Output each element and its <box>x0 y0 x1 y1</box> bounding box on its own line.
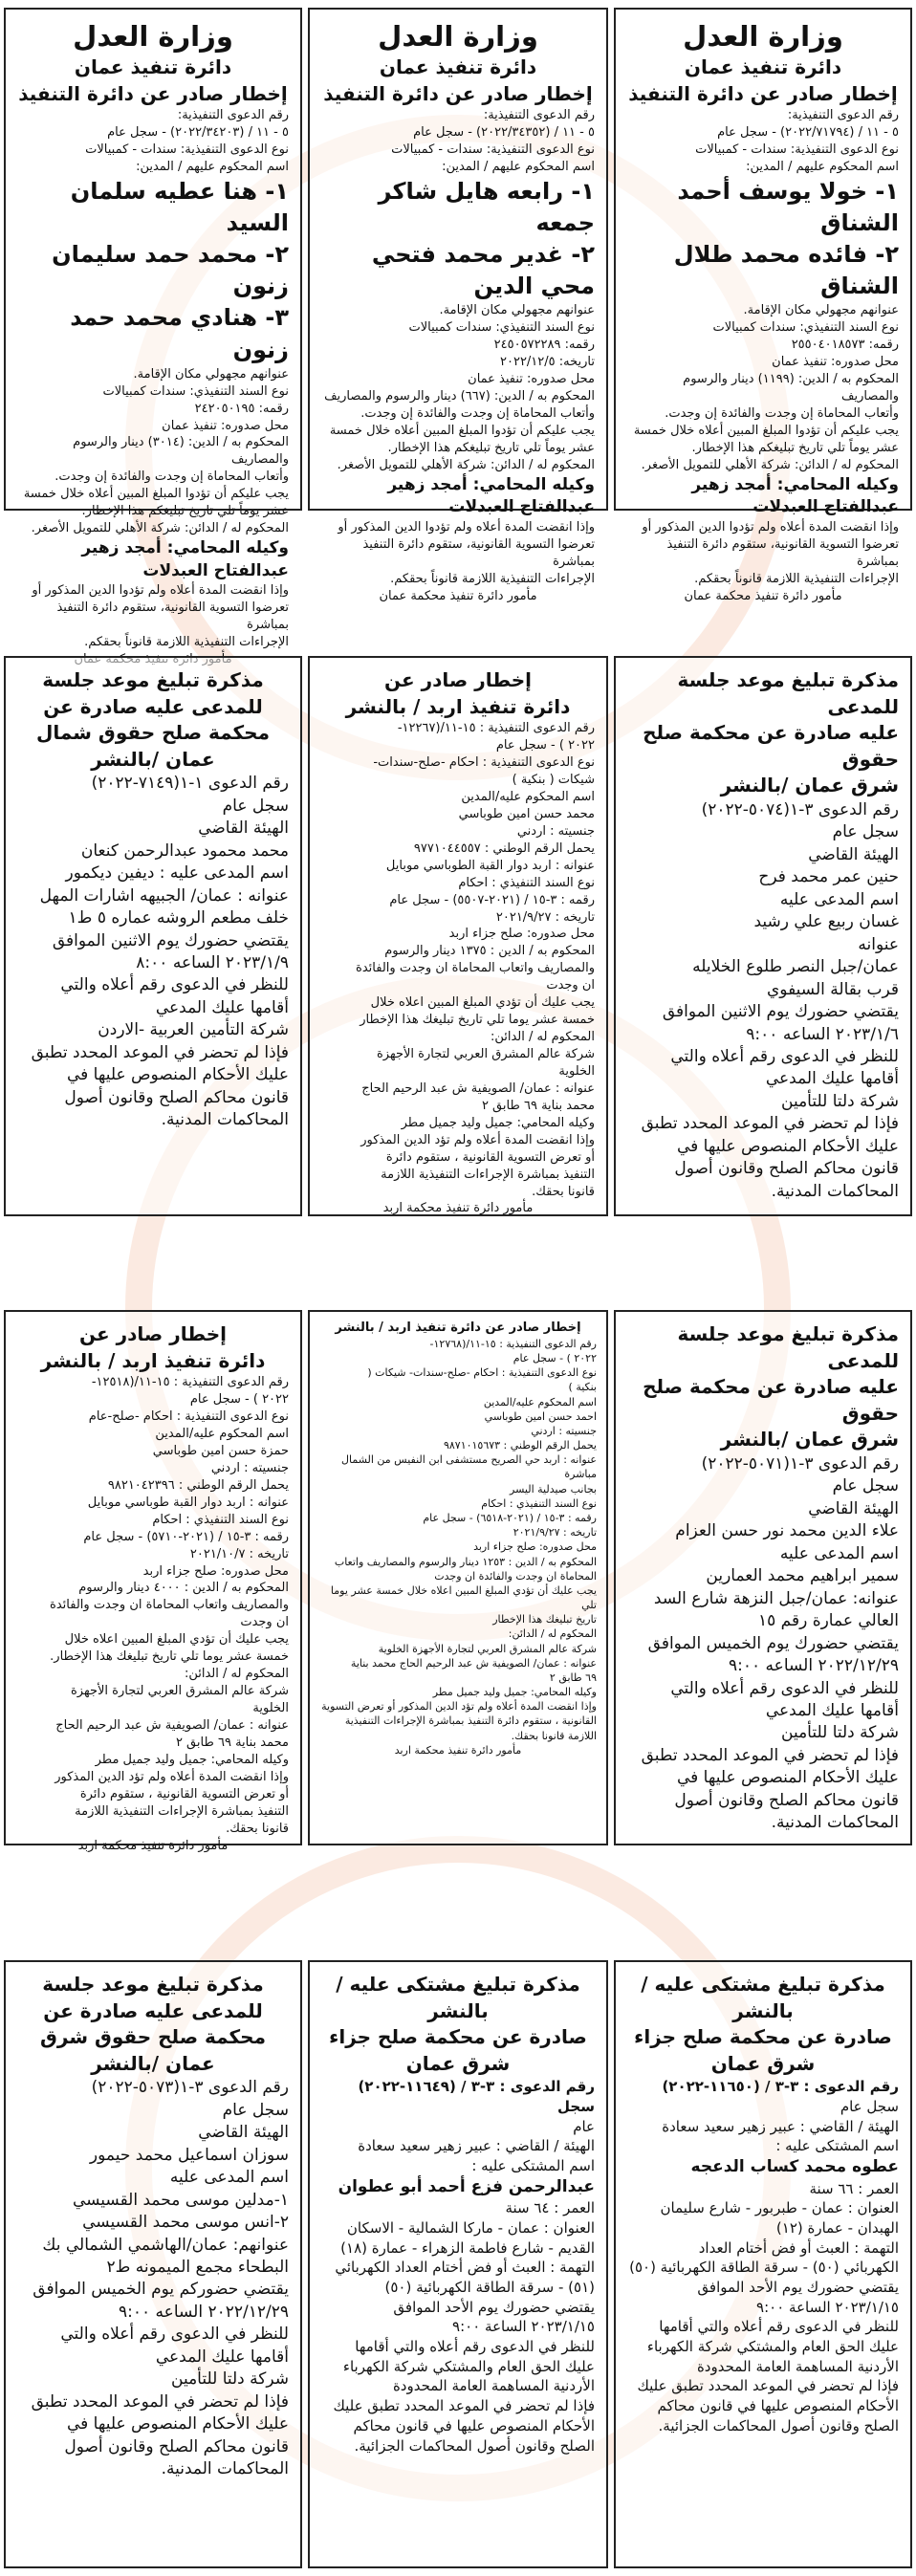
plaintiff-name: شركة دلتا للتأمين <box>781 1091 899 1111</box>
notice-line: رقمه : ٣-١٥ / (٢٠٢١-٥٧١٠) - سجل عام <box>83 1529 289 1544</box>
notice-title: للمدعى عليه صادرة عن <box>43 694 263 718</box>
notice-line: قانون محاكم الصلح وقانون أصول <box>674 1159 899 1179</box>
notice-title: مذكرة تبليغ مشتكى عليه / <box>641 1973 885 1996</box>
notice-line: الأردنية المساهمة العامة المحدودة <box>696 2357 899 2375</box>
notice-line: وإذا انقضت المدة أعلاه ولم تؤدوا الدين المذكور أو <box>32 582 289 598</box>
notice-line: محل صدوره: صلح جزاء اربد <box>142 1563 289 1579</box>
notice-line: اسم المحكوم عليهم / المدين: <box>746 160 899 175</box>
notice-title: بالنشر <box>427 1998 489 2022</box>
notice-line: محمد بناية ٦٩ طابق ٢ <box>175 1735 289 1750</box>
notice-line: يجب عليكم أن تؤدوا المبلغ المبين أعلاه خلال خمسة <box>23 487 289 502</box>
case-number: رقم الدعوى التنفيذية : ١٥-١١/(١٢٢٦٧- <box>397 721 595 736</box>
notice-title: مذكرة تبليغ موعد جلسة <box>42 1973 264 1996</box>
notice-title: عمان /بالنشر <box>91 747 215 771</box>
notice-title: شرق عمان /بالنشر <box>720 774 899 797</box>
notice-line: الهيئة القاضي <box>198 2123 289 2143</box>
notice-line: تاريخه : ٢٠٢١/٩/٢٧ <box>495 909 595 925</box>
notice-line: للنظر في الدعوى رقم أعلاه والتي <box>670 1678 899 1698</box>
debtor-name: ١- رابعه هايل شاكر جمعه <box>378 178 595 237</box>
lawyer-name: وكيله المحامي: جميل وليد جميل مطر <box>95 1752 289 1767</box>
notice-line: فإذا لم تحضر في الموعد المحدد تطبق عليك <box>637 2377 899 2395</box>
notice-title: مذكرة تبليغ موعد جلسة للمدعى <box>677 1322 899 1372</box>
debtor-name: ٣- هنادي محمد حمد زنون <box>70 304 289 363</box>
notice-line: أو تعرض التسوية القانونية ، ستقوم دائرة <box>385 1149 595 1165</box>
address: البطحاء مجمع الميمونه ط٢ <box>106 2258 289 2277</box>
judge-name: علاء الدين محمد نور حسن العزام <box>675 1521 899 1541</box>
notice-line: قانون محاكم الصلح وقانون أصول <box>674 1790 899 1810</box>
notice-line: تاريخه : ٢٠٢١/٩/٢٧ <box>513 1526 597 1539</box>
defendant-name: سمير ابراهيم محمد العمارين <box>706 1566 899 1586</box>
notice-line: قانون محاكم الصلح وقانون أصول <box>64 2436 289 2456</box>
debtor-name: حمزة حسن امين طوباسي <box>152 1443 289 1458</box>
execution-notice-irbid-3 <box>4 1310 302 1853</box>
hearing-date: ٢٠٢٣/١/١٥ الساعة ٩:٠٠ <box>452 2318 595 2336</box>
notice-line: الإجراءات التنفيذية اللازمة قانوناً بحقكم. <box>390 571 595 586</box>
notice-line: خمسة عشر يوما تلي تاريخ تبليغك هذا الإخطار <box>360 1013 595 1028</box>
notice-line: فإذا لم تحضر في الموعد المحدد تطبق <box>641 1114 899 1134</box>
notice-line: التهمة : العبث أو فض أختام العداد <box>698 2238 899 2257</box>
notice-line: فإذا لم تحضر في الموعد المحدد تطبق <box>641 1745 899 1765</box>
notice-line: نوع الدعوى التنفيذية : احكام -صلح-سندات- <box>373 755 595 771</box>
address: عنوانه : عمان/ الجبيهه اشارات المهل <box>39 885 289 906</box>
notice-line: الهيئة القاضي <box>198 819 289 839</box>
notice-line: عليك الأحكام المنصوص عليها في <box>676 1768 899 1788</box>
notice-line: ٥ - ١١ / (٢٠٢٢/٧١٧٩٤) - سجل عام <box>717 125 899 141</box>
notice-line: يجب عليكم أن تؤدوا المبلغ المبين أعلاه خلال خمسة <box>329 424 595 439</box>
notice-line: اللازمة قانونا بحقك. <box>511 1729 597 1742</box>
notice-line: المحاكمات المدنية. <box>161 1110 289 1130</box>
notice-line: اسم المحكوم عليه/المدين <box>461 789 595 804</box>
notice-line: الصلح وقانون أصول المحاكمات الجزائية. <box>658 2416 899 2434</box>
defendant-name: عبدالرحمن فزع أحمد أبو عطوان <box>338 2176 595 2196</box>
notice-title: شرق عمان <box>405 2051 511 2075</box>
notice-line: التنفيذ بمباشرة الإجراءات التنفيذية اللازمة <box>381 1167 595 1182</box>
notice-line: اسم المحكوم عليهم / المدين: <box>442 160 595 175</box>
address: الهبدان - عمارة (١٢) <box>775 2218 899 2237</box>
notice-line: نوع الدعوى التنفيذية: سندات - كمبيالات <box>85 142 289 158</box>
notice-line: الإجراءات التنفيذية اللازمة قانوناً بحقكم. <box>84 634 289 649</box>
hearing-notice-east-amman-3 <box>4 1960 302 2568</box>
notice-line: المحكوم له / الدائن: شركة الأهلي للتمويل الأصغر. <box>31 521 289 536</box>
notice-line: أقامها عليك المدعي <box>765 1069 899 1089</box>
address: العالي عمارة رقم ١٥ <box>757 1611 899 1631</box>
notice-line: جنسيته : اردني <box>210 1460 289 1475</box>
notice-line: عنوانه <box>858 934 899 954</box>
debtor-name: احمد حسن امين طوباسي <box>484 1409 597 1423</box>
defendant-name: عطوه محمد كساب الدعجه <box>690 2157 899 2177</box>
hearing-notice-east-amman-2 <box>614 1310 912 1845</box>
notice-line: بنكية ) <box>568 1381 597 1394</box>
notice-line: وإذا انقضت المدة أعلاه ولم تؤد الدين المذكور <box>360 1132 595 1147</box>
notice-line: بجانب صيدلية اليسر <box>510 1482 597 1495</box>
notice-line: عنوانه : عمان/ الصويفية ش عبد الرحيم الحاج <box>361 1081 595 1096</box>
notice-line: ٥ - ١١ / (٢٠٢٢/٣٤٣٥٢) - سجل عام <box>413 125 595 141</box>
judge-name: الهيئة / القاضي : عبير زهير سعيد سعادة <box>662 2117 899 2135</box>
notice-line: ٢٠٢٢ ) - سجل عام <box>189 1392 289 1408</box>
notice-line: أو تعرض التسوية القانونية ، ستقوم دائرة <box>79 1786 289 1801</box>
notice-line: محل صدوره: صلح جزاء اربد <box>473 1540 597 1554</box>
notice-line: المحكوم له / الدائن: شركة الأهلي للتمويل الأصغر. <box>641 457 899 472</box>
notice-line: سجل عام <box>832 822 899 842</box>
notice-title: إخطار صادر عن دائرة تنفيذ اربد / بالنشر <box>335 1321 581 1335</box>
debtor-name: ٢- محمد حمد سليمان زنون <box>52 241 289 300</box>
notice-line: أقامها عليك المدعي <box>155 997 289 1017</box>
notice-title: إخطار صادر عن <box>384 668 532 691</box>
notice-line: للنظر في الدعوى رقم أعلاه والتي أقامها <box>659 2318 899 2336</box>
address: عنوانهم: عمان/الهاشمي الشمالي بك <box>42 2235 289 2255</box>
notice-title: دائرة تنفيذ اربد / بالنشر <box>345 694 571 718</box>
notice-line: ان وجدت <box>240 1615 289 1630</box>
notice-line: نوع السند التنفيذي : احكام <box>152 1512 289 1527</box>
debtor-name: ١- خولا يوسف أحمد الشناق <box>677 178 899 237</box>
notice-line: الخلوية <box>558 1063 595 1079</box>
notice-line: للنظر في الدعوى رقم أعلاه والتي <box>60 975 289 995</box>
notice-title: عليه صادرة عن محكمة صلح حقوق <box>643 1375 899 1425</box>
notice-line: يجب عليك أن تؤدي المبلغ المبين اعلاه خلال خمسة عشر يوما تلي <box>330 1583 597 1612</box>
notice-line: وإذا انقضت المدة أعلاه ولم تؤد الدين المذكور <box>55 1769 289 1784</box>
notice-ministry: وزارة العدل <box>378 20 538 53</box>
execution-notice-amman-2 <box>308 8 608 603</box>
notice-line: وإذا انقضت المدة أعلاه ولم تؤد الدين المذكور أو تعرض التسوية <box>321 1700 597 1714</box>
execution-notice-amman-3 <box>4 8 302 649</box>
notice-line: عنوانه : اربد حي الصريح مستشفى ابن النفيس من الشمال مباشرة <box>341 1453 597 1481</box>
notice-line: نوع الدعوى التنفيذية: سندات - كمبيالات <box>695 142 899 158</box>
notice-line: الأحكام المنصوص عليها في قانون محاكم <box>657 2397 899 2415</box>
defendant-name: ١-مدلين موسى محمد القسيسي <box>72 2190 289 2210</box>
notice-title: شرق عمان <box>710 2051 816 2075</box>
notice-line: اسم المدعى عليه <box>779 889 899 909</box>
notice-line: أقامها عليك المدعي <box>765 1700 899 1720</box>
judge-name: حنين عمر محمد فرح <box>758 867 899 887</box>
notice-title: مذكرة تبليغ موعد جلسة <box>42 668 264 691</box>
notice-line: يحمل الرقم الوطني : ٩٧٧١٠٤٤٥٥٧ <box>413 840 595 856</box>
notice-line: المحكوم به / الدين: (٣٠١٤) دينار والرسوم والمصاريف <box>73 435 289 468</box>
judge-name: الهيئة / القاضي : عبير زهير سعيد سعادة <box>358 2137 595 2155</box>
notice-line: الهيئة القاضي <box>808 1498 899 1518</box>
execution-notice-amman-1 <box>614 8 912 603</box>
notice-signature: مأمور دائرة تنفيذ محكمة اربد <box>394 1743 522 1757</box>
notice-line: (٥١) - سرقة الطاقة الكهربائية (٥٠) <box>384 2279 595 2297</box>
notice-line: وأتعاب المحاماة إن وجدت والفائدة إن وجدت. <box>360 406 595 422</box>
lawyer-name: وكيله المحامي: أمجد زهير عبدالفتاح العبدلات <box>81 538 289 580</box>
notice-line: عشر يوماً تلي تاريخ تبليغكم هذا الإخطار. <box>81 504 289 519</box>
notice-line: نوع السند التنفيذي : احكام <box>458 875 595 890</box>
notice-line: نوع السند التنفيذي : احكام <box>481 1496 597 1510</box>
notice-line: محل صدوره: تنفيذ عمان <box>162 418 289 433</box>
notice-line: سجل عام <box>840 2098 899 2116</box>
notice-line: وأتعاب المحاماة إن وجدت والفائدة إن وجدت. <box>55 469 289 485</box>
notice-line: رقم الدعوى التنفيذية: <box>483 108 595 123</box>
hearing-date: ٢٠٢٣/١/١٥ الساعة ٩:٠٠ <box>756 2298 899 2316</box>
notice-line: والمصاريف واتعاب المحاماة ان وجدت والفائدة <box>356 961 595 976</box>
notice-line: أقامها عليك المدعي <box>155 2347 289 2367</box>
notice-line: يقتضي حضورك يوم الاثنين الموافق <box>662 1002 899 1022</box>
notice-line: ٢٠٢٢ ) - سجل عام <box>513 1352 597 1365</box>
notice-line: رقمه: ٢٤٢٠٥٠١٩٥ <box>194 401 289 416</box>
address: العنوان : عمان - ماركا الشمالية - الاسكان <box>346 2218 595 2237</box>
notice-title: دائرة تنفيذ اربد / بالنشر <box>40 1348 266 1372</box>
judge-name: سوزان اسماعيل محمد حيمور <box>89 2145 289 2165</box>
notice-title: محكمة صلح حقوق شمال <box>36 721 270 745</box>
notice-line: عنوانه : اربد دوار القبة طوباسي موبايل <box>87 1495 289 1510</box>
notice-department: دائرة تنفيذ عمان <box>684 55 842 79</box>
notice-line: وإذا انقضت المدة أعلاه ولم تؤدوا الدين المذكور أو <box>642 519 899 535</box>
notice-line: عشر يوماً تلي تاريخ تبليغكم هذا الإخطار. <box>387 440 595 455</box>
complaint-notice-east-amman-2 <box>308 1960 608 2568</box>
notice-line: الأردنية المساهمة العامة المحدودة <box>392 2377 595 2395</box>
execution-notice-irbid-2 <box>308 1310 608 1845</box>
case-number: رقم الدعوى ٣-١(٥٠٧١-٢٠٢٢) <box>701 1453 899 1474</box>
case-number: رقم الدعوى التنفيذية : ١٥-١١/(١٢٥١٨- <box>91 1375 289 1390</box>
notice-department: دائرة تنفيذ عمان <box>379 55 537 79</box>
creditor-name: شركة عالم المشرق العربي لتجارة الأجهزة <box>71 1684 289 1699</box>
notice-line: عنوانهم مجهولي مكان الإقامة. <box>439 303 595 318</box>
notice-line: المحكوم له / الدائن: شركة الأهلي للتمويل الأصغر. <box>337 457 595 472</box>
notice-line: خمسة عشر يوما تلي تاريخ تبليغك هذا الإخطار. <box>50 1649 289 1665</box>
notice-line: رقمه: ٢٥٥٠٤٠١٨٥٧٣ <box>791 338 899 353</box>
notice-title: عمان /بالنشر <box>91 2051 215 2075</box>
notice-signature: مأمور دائرة تنفيذ محكمة عمان <box>684 588 842 603</box>
notice-line: عليك الحق العام والمشتكي شركة الكهرباء <box>646 2338 899 2356</box>
notice-line: ان وجدت <box>546 978 595 993</box>
notice-signature: مأمور دائرة تنفيذ محكمة عمان <box>379 588 537 603</box>
notice-line: عليك الحق العام والمشتكي شركة الكهرباء <box>342 2357 595 2375</box>
notice-line: عليك الأحكام المنصوص عليها في <box>66 1065 289 1085</box>
notice-line: المحكوم به / الدين: (٦٦٧) دينار والرسوم والمصاريف <box>324 389 595 404</box>
notice-line: يقتضي حضورك يوم الأحد الموافق <box>393 2298 595 2316</box>
debtor-name: محمد حسن امين طوباسي <box>458 806 595 821</box>
hearing-date: ٢٠٢٢/١٢/٢٩ الساعه ٩:٠٠ <box>119 2302 289 2322</box>
notice-line: تاريخه: ٢٠٢٢/١٢/٥ <box>500 355 595 370</box>
debtor-name: ٢- غدير محمد فتحي محي الدين <box>371 241 595 300</box>
notice-line: ٢٠٢٢ ) - سجل عام <box>495 738 595 753</box>
address: خلف مطعم الروشه عماره ٥ ط١ <box>68 908 289 928</box>
notice-line: الكهربائي (٥٠) - سرقة الطاقة الكهربائية (٥٠) <box>629 2259 899 2277</box>
notice-line: وإذا انقضت المدة أعلاه ولم تؤدوا الدين المذكور أو <box>338 519 595 535</box>
notice-title: شرق عمان /بالنشر <box>720 1428 899 1452</box>
notice-line: المحكوم به / الدين : ١٣٧٥ دينار والرسوم <box>384 944 595 959</box>
notice-line: وأتعاب المحاماة إن وجدت والفائدة إن وجدت. <box>665 406 899 422</box>
notice-line: فإذا لم تحضر في الموعد المحدد تطبق عليك <box>333 2397 595 2415</box>
notice-signature: مأمور دائرة تنفيذ محكمة اربد <box>77 1838 229 1853</box>
plaintiff-name: شركة التأمين العربية -الاردن <box>98 1020 289 1040</box>
notice-line: عنوانهم مجهولي مكان الإقامة. <box>743 303 899 318</box>
notice-signature: مأمور دائرة تنفيذ محكمة اربد <box>382 1201 534 1216</box>
defendant-name: اسم المدعى عليه : ديفين ديكمور <box>65 863 289 884</box>
address: العنوان : عمان - طبربور - شارع سليمان <box>660 2199 899 2217</box>
notice-line: محل صدوره: تنفيذ عمان <box>772 355 899 370</box>
notice-line: قانونا بحقك. <box>532 1184 595 1199</box>
notice-ministry: وزارة العدل <box>73 20 233 53</box>
notice-title: بالنشر <box>732 1998 794 2022</box>
notice-line: يقتضي حضورك يوم الأحد الموافق <box>697 2279 899 2297</box>
notice-line: يقتضي حضوركم يوم الخميس الموافق <box>33 2280 289 2300</box>
case-number: رقم الدعوى ٣-١(٥٠٧٤-٢٠٢٢) <box>701 799 899 819</box>
notice-line: قانون محاكم الصلح وقانون أصول <box>64 1087 289 1107</box>
notice-line: المحاكمات المدنية. <box>161 2459 289 2479</box>
notice-line: تعرضوا التسوية القانونية، ستقوم دائرة التنفيذ بمباشرة <box>56 600 289 632</box>
notice-line: يقتضي حضورك يوم الخميس الموافق <box>647 1633 899 1653</box>
notice-line: يقتضي حضورك يوم الاثنين الموافق <box>52 930 289 950</box>
notice-line: المحكوم له / الدائن: <box>184 1667 289 1682</box>
notice-line: عنوانه : عمان/ الصويفية ش عبد الرحيم الحاج محمد بناية <box>350 1656 597 1670</box>
plaintiff-name: شركة دلتا للتأمين <box>171 2369 289 2390</box>
notice-line: الصلح وقانون أصول المحاكمات الجزائية. <box>354 2436 595 2455</box>
notice-line: يجب عليكم أن تؤدوا المبلغ المبين أعلاه خلال خمسة <box>633 424 899 439</box>
case-number: رقم الدعوى التنفيذية : ١٥-١١/(١٢٧٦٨- <box>429 1337 597 1350</box>
notice-line: اسم المحكوم عليه/المدين <box>155 1427 289 1441</box>
address: القديم - شارع فاطمة الزهراء - عمارة (١٨) <box>340 2238 595 2257</box>
notice-line: سجل عام <box>832 1476 899 1496</box>
notice-line: تاريخه : ٢٠٢١/١٠/٧ <box>189 1546 289 1561</box>
notice-title: مذكرة تبليغ موعد جلسة للمدعى <box>677 668 899 718</box>
notice-line: الإجراءات التنفيذية اللازمة قانوناً بحقكم. <box>694 571 899 586</box>
notice-line: للنظر في الدعوى رقم أعلاه والتي أقامها <box>355 2338 595 2356</box>
notice-line: رقمه : ٣-١٥ / (٢٠٢١-٥٥٠٧) - سجل عام <box>389 892 595 907</box>
notice-line: المحاكمات المدنية. <box>771 1813 899 1833</box>
notice-line: العمر : ٦٦ سنة <box>809 2179 899 2197</box>
notice-line: التنفيذ بمباشرة الإجراءات التنفيذية اللازمة <box>75 1803 289 1819</box>
notice-title: صادرة عن محكمة صلح جزاء <box>634 2025 892 2049</box>
notice-line: المحكوم به / الدين : ١٢٥٣ دينار والرسوم والمصاريف واتعاب <box>334 1555 597 1568</box>
notice-line: عنوانهم مجهولي مكان الإقامة. <box>133 366 289 382</box>
notice-line: عليك الأحكام المنصوص عليها في <box>676 1136 899 1156</box>
notice-title: صادرة عن محكمة صلح جزاء <box>329 2025 587 2049</box>
notice-line: سجل عام <box>222 796 289 816</box>
notice-line: تاريخ تبليغك هذا الإخطار <box>492 1613 597 1626</box>
notice-department: دائرة تنفيذ عمان <box>74 55 232 79</box>
notice-title: إخطار صادر عن دائرة التنفيذ <box>323 81 593 105</box>
notice-title: مذكرة تبليغ مشتكى عليه / <box>336 1973 580 1996</box>
notice-line: رقم الدعوى التنفيذية: <box>787 108 899 123</box>
case-number: رقم الدعوى : ٣-٣ / (١١٦٥٠-٢٠٢٢) <box>662 2078 899 2096</box>
notice-line: نوع الدعوى التنفيذية : احكام -صلح-عام <box>88 1409 289 1425</box>
notice-ministry: وزارة العدل <box>683 20 843 53</box>
notice-title: إخطار صادر عن دائرة التنفيذ <box>628 81 898 105</box>
debtor-name: ١- هنا عطيه سلمان السيد <box>70 178 289 237</box>
notice-line: عشر يوماً تلي تاريخ تبليغكم هذا الإخطار. <box>691 440 899 455</box>
defendant-name: غسان ربيع علي رشيد <box>753 912 899 932</box>
notice-line: يجب عليك أن تؤدي المبلغ المبين اعلاه خلال <box>64 1632 289 1648</box>
notice-line: اسم المشتكى عليه : <box>775 2137 899 2155</box>
notice-line: المحكوم به / الدين : ٤٠٠٠ دينار والرسوم <box>78 1581 289 1596</box>
lawyer-name: وكيله المحامي: أمجد زهير عبدالفتاح العبدلات <box>387 474 595 517</box>
hearing-notice-east-amman-1 <box>614 656 912 1216</box>
notice-line: والمصاريف واتعاب المحاماة ان وجدت والفائدة <box>50 1598 289 1613</box>
notice-line: يحمل الرقم الوطني : ٩٨٢١٠٤٢٣٩٦ <box>107 1477 289 1493</box>
notice-line: نوع الدعوى التنفيذية: سندات - كمبيالات <box>391 142 595 158</box>
case-number: رقم الدعوى ٣-١(٥٠٧٣-٢٠٢٢) <box>91 2078 289 2098</box>
notice-line: فإذا لم تحضر في الموعد المحدد تطبق <box>31 1042 289 1062</box>
notice-title: إخطار صادر عن دائرة التنفيذ <box>18 81 288 105</box>
notice-line: ٥ - ١١ / (٢٠٢٢/٣٤٢٠٣) - سجل عام <box>107 125 289 141</box>
notice-line: جنسيته : اردني <box>531 1424 597 1437</box>
notice-line: اسم المشتكى عليه : <box>471 2157 595 2175</box>
notice-line: المحكوم به / الدين: (١١٩٩) دينار والرسوم والمصاريف <box>683 372 899 404</box>
notice-line: تعرضوا التسوية القانونية، ستقوم دائرة التنفيذ بمباشرة <box>362 536 595 569</box>
notice-line: المحكوم له / الدائن: <box>508 1627 597 1641</box>
notice-line: عنوانه : عمان/ الصويفية ش عبد الرحيم الحاج <box>55 1717 289 1733</box>
notice-line: عليك الأحكام المنصوص عليها في <box>66 2414 289 2434</box>
notice-line: المحاكمات المدنية. <box>771 1181 899 1201</box>
notice-line: للنظر في الدعوى رقم أعلاه والتي <box>60 2325 289 2345</box>
creditor-name: شركة عالم المشرق العربي لتجارة الأجهزة الخلوية <box>378 1642 597 1655</box>
notice-line: عام <box>573 2117 595 2135</box>
hearing-date: ٢٠٢٣/١/٩ الساعه ٨:٠٠ <box>136 953 289 972</box>
case-number: رقم الدعوى : ٣-٣ / (١١٦٤٩-٢٠٢٢) سجل <box>358 2078 595 2116</box>
notice-line: المحكوم له / الدائن: <box>490 1030 595 1045</box>
notice-line: رقمه : ٣-١٥ / (٢٠٢١-٦٥١٨) - سجل عام <box>423 1512 597 1524</box>
notice-line: رقم الدعوى التنفيذية: <box>177 108 289 123</box>
notice-line: نوع السند التنفيذي: سندات كمبيالات <box>712 320 899 336</box>
notice-line: عنوانه : اربد دوار القبة الطوباسي موبايل <box>385 858 595 873</box>
notice-line: نوع السند التنفيذي: سندات كمبيالات <box>102 383 289 399</box>
notice-line: القانونية ، ستقوم دائرة التنفيذ بمباشرة الإجراءات التنفيذية <box>344 1714 597 1728</box>
notice-line: سجل عام <box>222 2100 289 2120</box>
notice-line: فإذا لم تحضر في الموعد المحدد تطبق <box>31 2391 289 2412</box>
hearing-date: ٢٠٢٢/١٢/٢٩ الساعه ٩:٠٠ <box>729 1656 899 1676</box>
notice-line: للنظر في الدعوى رقم أعلاه والتي <box>670 1046 899 1066</box>
notice-line: العمر : ٦٤ سنة <box>505 2199 595 2217</box>
notice-title: محكمة صلح حقوق شرق <box>40 2025 266 2049</box>
notice-line: الهيئة القاضي <box>808 844 899 864</box>
notice-line: رقمه: ٢٤٥٠٥٧٢٢٨٩ <box>493 338 595 353</box>
complaint-notice-east-amman-1 <box>614 1960 912 2568</box>
hearing-date: ٢٠٢٣/١/٦ الساعه ٩:٠٠ <box>746 1024 899 1044</box>
notice-line: يحمل الرقم الوطني : ٩٨٧١٠١٥٦٧٣ <box>443 1439 597 1452</box>
notice-line: محل صدوره: صلح جزاء اربد <box>448 927 595 942</box>
hearing-notice-north-amman <box>4 656 302 1216</box>
case-number: رقم الدعوى ١-١(٧١٤٩-٢٠٢٢) <box>91 774 289 794</box>
notice-line: اسم المدعى عليه <box>779 1543 899 1563</box>
defendant-name: ٢-انس موسى محمد القسيسي <box>82 2213 289 2233</box>
address: قرب بقالة السيفوي <box>766 979 899 999</box>
notice-line: اسم المحكوم عليه/المدين <box>483 1395 597 1408</box>
notice-title: للمدعى عليه صادرة عن <box>43 1998 263 2022</box>
notice-line: جنسيته : اردني <box>516 823 595 839</box>
lawyer-name: وكيله المحامي: جميل وليد جميل مطر <box>432 1686 597 1699</box>
notice-line: يجب عليك أن تؤدي المبلغ المبين اعلاه خلال <box>370 995 595 1011</box>
notice-line: الخلوية <box>252 1701 289 1715</box>
notice-line: الأحكام المنصوص عليها في قانون محاكم <box>353 2416 595 2434</box>
notice-line: نوع السند التنفيذي: سندات كمبيالات <box>408 320 595 336</box>
judge-name: محمد محمود عبدالرحمن كنعان <box>80 840 289 861</box>
notice-line: شيكات ( بنكية ) <box>512 773 595 787</box>
address: عمان/جبل النصر طلوع الخلايله <box>692 957 899 977</box>
notice-line: نوع الدعوى التنفيذية : احكام -صلح-سندات- شيكات ( <box>367 1366 597 1380</box>
debtor-name: ٢- فائده محمد طلال الشناق <box>673 241 899 300</box>
creditor-name: شركة عالم المشرق العربي لتجارة الأجهزة <box>377 1047 595 1061</box>
notice-line: المحاماة ان وجدت والفائدة ان وجدت <box>434 1569 597 1583</box>
execution-notice-irbid-1 <box>308 656 608 1216</box>
notice-title: إخطار صادر عن <box>79 1322 227 1345</box>
address: عنوانه: عمان/جبل النزهة شارع السد <box>653 1588 899 1608</box>
notice-line: قانونا بحقك. <box>226 1821 289 1836</box>
lawyer-name: وكيله المحامي: أمجد زهير عبدالفتاح العبدلات <box>691 474 899 517</box>
notice-line: تعرضوا التسوية القانونية، ستقوم دائرة التنفيذ بمباشرة <box>666 536 899 569</box>
notice-line: ٦٩ طابق ٢ <box>549 1670 597 1684</box>
notice-line: اسم المحكوم عليهم / المدين: <box>136 160 289 175</box>
notice-line: محل صدوره: تنفيذ عمان <box>468 372 595 387</box>
notice-line: محمد بناية ٦٩ طابق ٢ <box>481 1098 595 1113</box>
notice-line: اسم المدعى عليه <box>169 2168 289 2188</box>
plaintiff-name: شركة دلتا للتأمين <box>781 1723 899 1743</box>
notice-title: عليه صادرة عن محكمة صلح حقوق <box>643 721 899 771</box>
lawyer-name: وكيله المحامي: جميل وليد جميل مطر <box>401 1115 595 1130</box>
notice-line: التهمة : العبث أو فض أختام العداد الكهربائي <box>335 2259 595 2277</box>
